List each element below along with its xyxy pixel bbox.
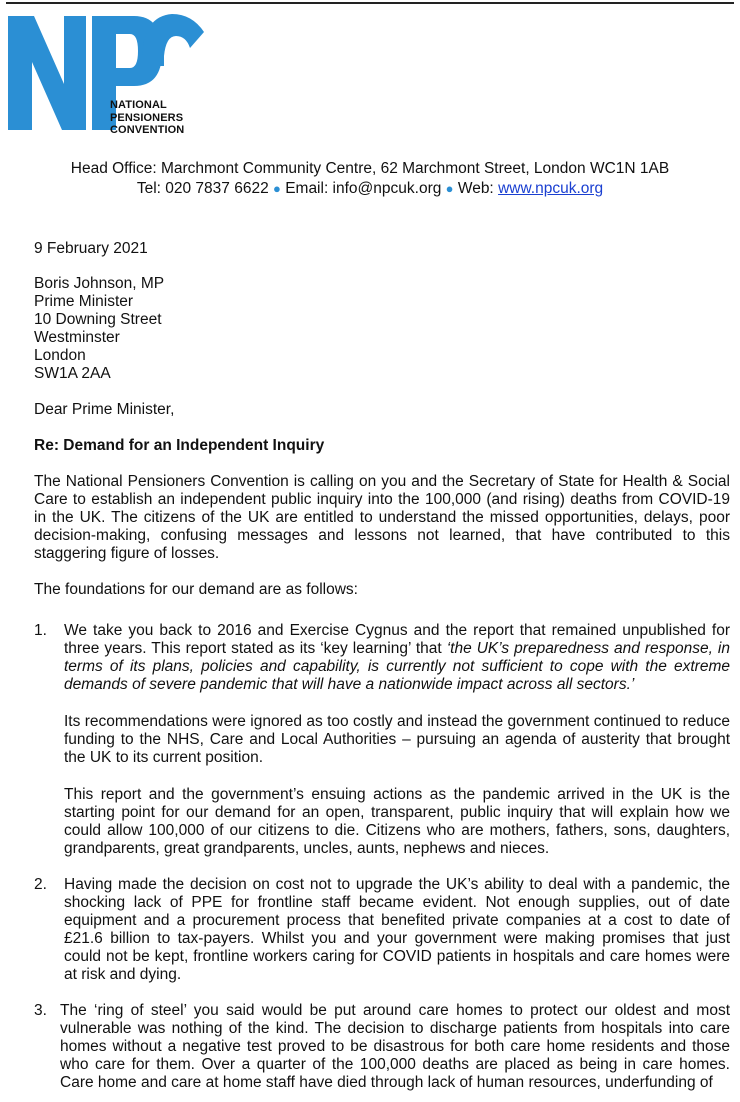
list-item-paragraph — [34, 786, 730, 858]
bullet-dot-icon: ● — [445, 181, 454, 196]
subject-line: Re: Demand for an Independent Inquiry — [34, 437, 325, 454]
list-item-text: The ‘ring of steel’ you said would be put around care homes to protect our oldest and most vulnerable was nothing of the kind. The decision to discharge patients from hospitals into care homes without a negative test proved to be disastrous for both care home residents and those who care for them. Over a quarter of the 100,000 deaths are placed as being in care homes. Care home and care at home staff have died through lack of human resources, underfunding of — [60, 1002, 730, 1091]
item1-text: We take you back to 2016 and Exercise Cygnus and the report that remained unpublished for three years. This report stated as its ‘key learning’ that — [64, 622, 730, 657]
list-item — [34, 876, 730, 984]
top-rule — [6, 2, 734, 4]
list-item — [34, 1002, 730, 1092]
bullet-dot-icon: ● — [273, 181, 281, 196]
letter-date: 9 February 2021 — [34, 240, 148, 257]
logo-line-pensioners: PENSIONERS — [110, 111, 184, 124]
salutation: Dear Prime Minister, — [34, 401, 175, 418]
list-item-text: Having made the decision on cost not to upgrade the UK’s ability to deal with a pandemic, the shocking lack of PPE for frontline staff became evident. Not enough supplies, out of date equipment and a procurement process that benefited private companies at a cost to date of £21.6 billion to tax-payers. Whilst you and your government were making promises that just could not be kept, frontline workers caring for COVID patients in hospitals and care homes were at risk and dying. — [64, 876, 730, 983]
item1-para2: Its recommendations were ignored as too costly and instead the government continued to reduce funding to the NHS, Care and Local Authorities – pursuing an agenda of austerity that brought the UK to its current position. — [64, 713, 730, 766]
website-link[interactable]: www.npcuk.org — [498, 180, 604, 197]
email: Email: info@npcuk.org — [285, 180, 442, 197]
addressee-line: London — [34, 347, 86, 364]
addressee-line: Boris Johnson, MP — [34, 275, 165, 292]
contact-line — [0, 180, 740, 198]
addressee-line: SW1A 2AA — [34, 365, 111, 382]
web-label: Web: — [457, 180, 494, 197]
list-item-text — [64, 622, 730, 694]
npc-logo — [6, 6, 206, 134]
foundations-paragraph: The foundations for our demand are as follows: — [34, 581, 358, 598]
list-item-paragraph — [34, 713, 730, 767]
addressee-line: Prime Minister — [34, 293, 134, 310]
list-item — [34, 622, 730, 694]
telephone: Tel: 020 7837 6622 — [136, 180, 269, 197]
item1-quote: ‘the UK’s preparedness and response, in terms of its plans, policies and capability, is currently not sufficient to cope with the extreme demands of severe pandemic that will have a nationwide impact across all sectors.’ — [64, 640, 730, 693]
addressee-block — [34, 275, 730, 383]
intro-paragraph: The National Pensioners Convention is calling on you and the Secretary of State for Health & Social Care to establish an independent public inquiry into the 100,000 (and rising) deaths from COVID-19 in the UK. The citizens of the UK are entitled to understand the missed opportunities, delays, poor decision-making, confusing messages and lessons not learned, that have contributed to this staggering figure of losses. — [34, 473, 730, 562]
list-item-number: 2. — [34, 876, 47, 893]
list-item-number: 1. — [34, 622, 47, 639]
item1-para3: This report and the government’s ensuing actions as the pandemic arrived in the UK is the starting point for our demand for an open, transparent, public inquiry that will explain how we could allow 100,000 of our citizens to die. Citizens who are mothers, fathers, sons, daughters, grandparents, great grandparents, uncles, aunts, nephews and nieces. — [64, 786, 730, 857]
head-office-address: Head Office: Marchmont Community Centre, 62 Marchmont Street, London WC1N 1AB — [70, 160, 670, 177]
list-item-number: 3. — [34, 1002, 47, 1019]
logo-wordmark — [110, 99, 184, 137]
addressee-line: 10 Downing Street — [34, 311, 162, 328]
logo-line-national: NATIONAL — [110, 99, 167, 111]
addressee-line: Westminster — [34, 329, 120, 346]
logo-line-convention: CONVENTION — [110, 124, 185, 136]
